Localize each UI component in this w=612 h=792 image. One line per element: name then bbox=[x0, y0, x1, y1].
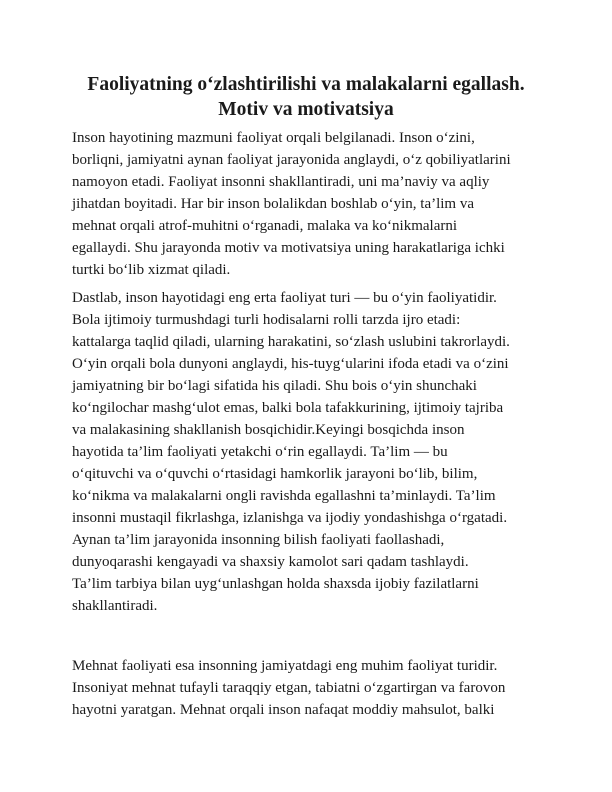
document-title bbox=[60, 72, 552, 122]
text-line: dunyoqarashi kengayadi va shaxsiy kamolot sari qadam tashlaydi. bbox=[72, 554, 469, 570]
text-line: shakllantiradi. bbox=[72, 598, 158, 614]
text-line: turtki bo‘lib xizmat qiladi. bbox=[72, 262, 231, 278]
text-line: ko‘nikma va malakalarni ongli ravishda egallashni ta’minlaydi. Ta’lim bbox=[72, 488, 496, 504]
text-line: o‘qituvchi va o‘quvchi o‘rtasidagi hamkorlik jarayoni bo‘lib, bilim, bbox=[72, 466, 478, 482]
text-line: insonni mustaqil fikrlashga, izlanishga va ijodiy yondashishga o‘rgatadi. bbox=[72, 510, 508, 526]
text-line: hayotida ta’lim faoliyati yetakchi o‘rin egallaydi. Ta’lim — bu bbox=[72, 444, 448, 460]
title-line: Faoliyatning o‘zlashtirilishi va malakalarni egallash. bbox=[87, 74, 525, 95]
text-line: kattalarga taqlid qiladi, ularning harakatini, so‘zlash uslubini takrorlaydi. bbox=[72, 334, 510, 350]
text-line: va malakasining shakllanish bosqichidir.Keyingi bosqichda inson bbox=[72, 422, 465, 438]
text-line: Mehnat faoliyati esa insonning jamiyatdagi eng muhim faoliyat turidir. bbox=[72, 658, 498, 674]
text-line: O‘yin orqali bola dunyoni anglaydi, his-tuyg‘ularini ifoda etadi va o‘zini bbox=[72, 356, 509, 372]
text-line: Dastlab, inson hayotidagi eng erta faoliyat turi — bu o‘yin faoliyatidir. bbox=[72, 290, 497, 306]
text-line: Ta’lim tarbiya bilan uyg‘unlashgan holda shaxsda ijobiy fazilatlarni bbox=[72, 576, 479, 592]
text-line: Inson hayotining mazmuni faoliyat orqali belgilanadi. Inson o‘zini, bbox=[72, 130, 475, 146]
text-line: Bola ijtimoiy turmushdagi turli hodisalarni rolli tarzda ijro etadi: bbox=[72, 312, 461, 328]
text-line: egallaydi. Shu jarayonda motiv va motivatsiya uning harakatlariga ichki bbox=[72, 240, 505, 256]
text-line: jamiyatning bir bo‘lagi sifatida his qiladi. Shu bois o‘yin shunchaki bbox=[72, 378, 477, 394]
text-line: jihatdan boyitadi. Har bir inson bolalikdan boshlab o‘yin, ta’lim va bbox=[72, 196, 475, 212]
text-line: ko‘ngilochar mashg‘ulot emas, balki bola tafakkurining, ijtimoiy tajriba bbox=[72, 400, 504, 416]
text-line: namoyon etadi. Faoliyat insonni shakllantiradi, uni ma’naviy va aqliy bbox=[72, 174, 490, 190]
text-line: Aynan ta’lim jarayonida insonning bilish faoliyati faollashadi, bbox=[72, 532, 445, 548]
text-line: hayotni yaratgan. Mehnat orqali inson nafaqat moddiy mahsulot, balki bbox=[72, 702, 495, 718]
text-line: Insoniyat mehnat tufayli taraqqiy etgan, tabiatni o‘zgartirgan va farovon bbox=[72, 680, 506, 696]
text-line: mehnat orqali atrof-muhitni o‘rganadi, malaka va ko‘nikmalarni bbox=[72, 218, 458, 234]
title-line: Motiv va motivatsiya bbox=[218, 99, 394, 120]
text-line: borliqni, jamiyatni aynan faoliyat jarayonida anglaydi, o‘z qobiliyatlarini bbox=[72, 152, 511, 168]
